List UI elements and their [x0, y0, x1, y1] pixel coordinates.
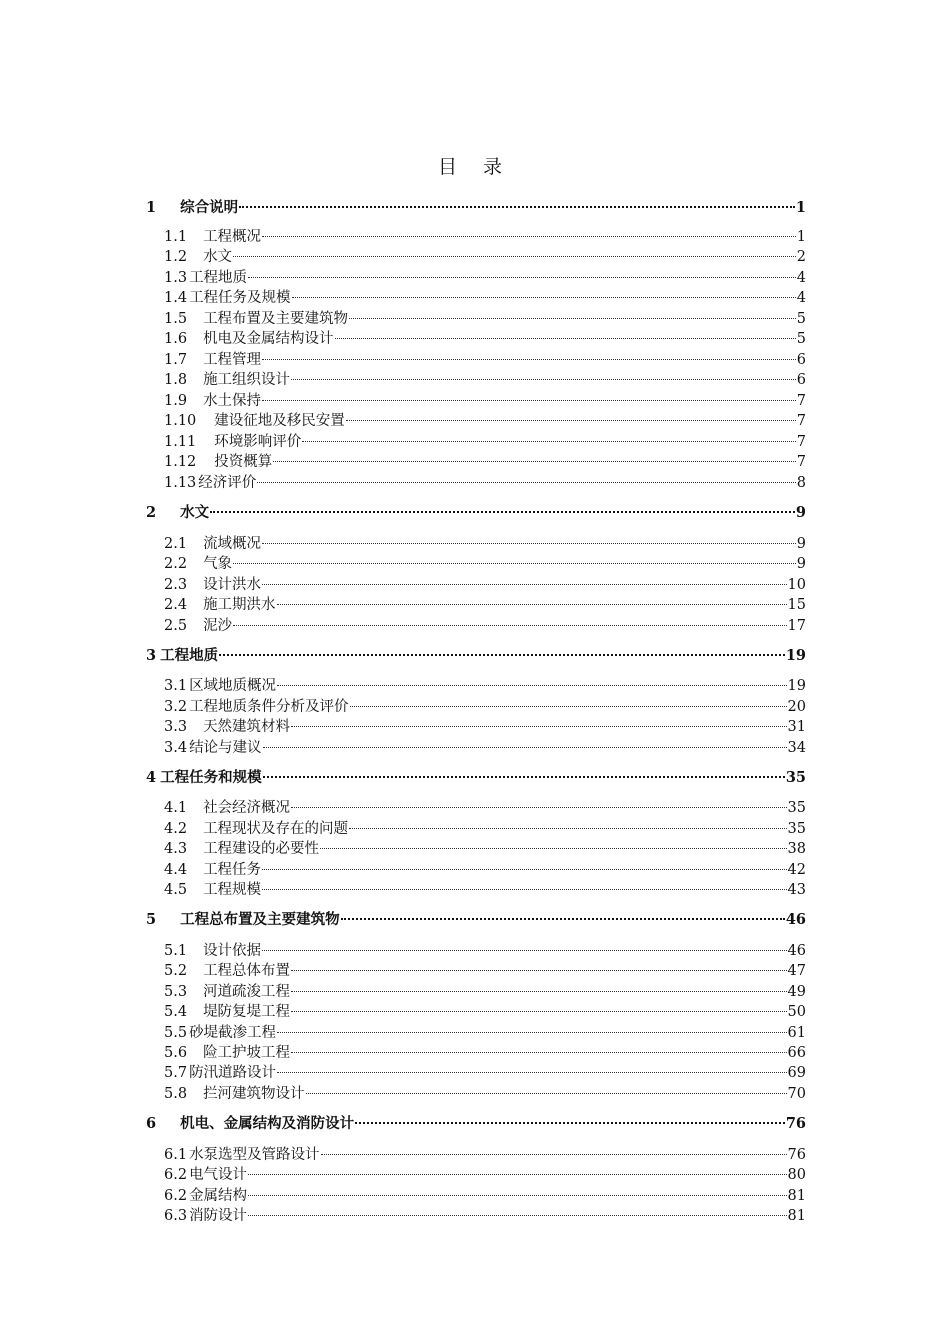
toc-entry-number: 5.5	[164, 1025, 188, 1041]
toc-page-number: 7	[796, 454, 806, 470]
toc-entry-title: 工程总体布置	[203, 963, 291, 979]
toc-entry-title: 工程任务	[203, 862, 262, 878]
toc-entry-label	[164, 308, 348, 330]
toc-entry-number: 5.8	[164, 1086, 188, 1102]
toc-entry-number: 1.8	[164, 372, 188, 388]
toc-section[interactable]	[164, 390, 806, 412]
toc-entry-label	[164, 533, 261, 555]
toc-entry-title: 工程管理	[203, 352, 262, 368]
toc-entry-label	[164, 410, 345, 432]
toc-page-number: 80	[787, 1167, 806, 1183]
toc-entry-title: 经济评价	[198, 475, 257, 491]
toc-dot-leader	[233, 624, 786, 626]
toc-entry-label	[164, 696, 349, 718]
toc-section[interactable]	[164, 328, 806, 350]
toc-entry-title: 施工期洪水	[203, 597, 276, 613]
toc-entry-title: 设计洪水	[203, 577, 262, 593]
toc-entry-number: 1.12	[164, 454, 197, 470]
toc-dot-leader	[210, 510, 795, 513]
toc-entry-number: 6.3	[164, 1208, 188, 1224]
toc-entry-title: 流域概况	[203, 536, 262, 552]
toc-entry-title: 砂堤截渗工程	[189, 1025, 277, 1041]
toc-entry-number: 4.1	[164, 800, 188, 816]
toc-entry-title: 堤防复堤工程	[203, 1004, 291, 1020]
toc-entry-number: 3.4	[164, 740, 188, 756]
toc-section[interactable]	[164, 1062, 806, 1084]
toc-entry-number: 2.1	[164, 536, 188, 552]
toc-entry-title: 环境影响评价	[214, 434, 302, 450]
toc-dot-leader	[262, 583, 786, 585]
toc-entry-title: 区域地质概况	[189, 678, 277, 694]
toc-entry-title: 水文	[180, 504, 210, 521]
toc-entry-label	[164, 818, 348, 840]
toc-entry-number: 4	[146, 769, 157, 786]
toc-page-number: 70	[787, 1086, 806, 1102]
toc-page-number: 76	[787, 1147, 806, 1163]
toc-section[interactable]	[164, 1205, 806, 1227]
toc-entry-title: 工程建设的必要性	[203, 841, 320, 857]
toc-entry-title: 气象	[203, 556, 233, 572]
toc-dot-leader	[263, 746, 787, 748]
toc-entry-title: 工程任务及规模	[189, 290, 291, 306]
toc-entry-title: 金属结构	[189, 1188, 248, 1204]
toc-entry-label	[164, 675, 276, 697]
toc-section[interactable]	[164, 472, 806, 494]
toc-entry-label	[164, 797, 290, 819]
toc-entry-title: 设计依据	[203, 943, 262, 959]
toc-section[interactable]	[164, 246, 806, 268]
toc-dot-leader	[219, 653, 785, 656]
toc-dot-leader	[291, 806, 786, 808]
toc-page-number: 49	[787, 984, 806, 1000]
toc-page-number: 17	[787, 618, 806, 634]
toc-entry-number: 5.7	[164, 1065, 188, 1081]
toc-section[interactable]	[164, 410, 806, 432]
toc-entry-label	[146, 502, 209, 524]
toc-page-number: 6	[796, 352, 806, 368]
toc-entry-title: 工程任务和规模	[160, 769, 262, 786]
toc-page-number: 20	[787, 699, 806, 715]
toc-entry-number: 4.3	[164, 841, 188, 857]
toc-entry-title: 工程现状及存在的问题	[203, 821, 349, 837]
toc-entry-number: 1.1	[164, 229, 188, 245]
toc-entry-label	[164, 267, 247, 289]
toc-dot-leader	[277, 1031, 786, 1033]
toc-entry-number: 1	[146, 199, 157, 216]
toc-entry-title: 水土保持	[203, 393, 262, 409]
toc-page-number: 5	[796, 331, 806, 347]
toc-page-number: 4	[796, 270, 806, 286]
toc-page-number: 38	[787, 841, 806, 857]
toc-dot-leader	[262, 868, 786, 870]
toc-dot-leader	[291, 725, 786, 727]
toc-entry-title: 泥沙	[203, 618, 233, 634]
toc-section[interactable]	[164, 818, 806, 840]
toc-entry-title: 水文	[203, 249, 233, 265]
toc-entry-number: 2.5	[164, 618, 188, 634]
toc-section[interactable]	[164, 940, 806, 962]
toc-entry-label	[164, 1042, 290, 1064]
toc-entry-label	[164, 716, 290, 738]
toc-entry-label	[164, 246, 232, 268]
toc-page-number: 35	[787, 800, 806, 816]
toc-section[interactable]	[164, 859, 806, 881]
toc-section[interactable]	[164, 1001, 806, 1023]
toc-section[interactable]	[164, 960, 806, 982]
toc-entry-title: 天然建筑材料	[203, 719, 291, 735]
toc-dot-leader	[233, 255, 796, 257]
toc-entry-label	[164, 369, 290, 391]
toc-dot-leader	[248, 1194, 786, 1196]
toc-section[interactable]	[164, 553, 806, 575]
toc-entry-number: 1.4	[164, 290, 188, 306]
toc-section[interactable]	[164, 879, 806, 901]
toc-section[interactable]	[164, 451, 806, 473]
toc-page-number: 1	[796, 229, 806, 245]
toc-entry-number: 3.3	[164, 719, 188, 735]
toc-page-number: 50	[787, 1004, 806, 1020]
toc-dot-leader	[239, 205, 795, 208]
toc-page-number: 46	[787, 943, 806, 959]
toc-page-number: 9	[796, 556, 806, 572]
toc-entry-number: 5.1	[164, 943, 188, 959]
toc-chapter[interactable]	[146, 1113, 806, 1135]
toc-dot-leader	[273, 460, 795, 462]
toc-section[interactable]	[164, 226, 806, 248]
toc-dot-leader	[248, 1173, 786, 1175]
toc-section[interactable]	[164, 349, 806, 371]
toc-entry-label	[164, 1083, 305, 1105]
toc-entry-number: 6.2	[164, 1188, 188, 1204]
toc-entry-title: 工程地质条件分析及评价	[189, 699, 349, 715]
toc-entry-title: 险工护坡工程	[203, 1045, 291, 1061]
toc-dot-leader	[321, 1153, 787, 1155]
toc-entry-label	[146, 909, 340, 931]
toc-page-number: 2	[796, 249, 806, 265]
toc-dot-leader	[262, 888, 786, 890]
toc-entry-label	[164, 1185, 247, 1207]
toc-page-number: 69	[787, 1065, 806, 1081]
toc-dot-leader	[291, 990, 786, 992]
toc-page-number: 42	[787, 862, 806, 878]
toc-page-number: 19	[785, 647, 806, 664]
toc-page-number: 61	[787, 1025, 806, 1041]
toc-section[interactable]	[164, 308, 806, 330]
toc-page-number: 35	[787, 821, 806, 837]
page-title: 目 录	[437, 156, 513, 178]
toc-page-number: 4	[796, 290, 806, 306]
toc-entry-title: 社会经济概况	[203, 800, 291, 816]
toc-entry-number: 5.4	[164, 1004, 188, 1020]
toc-entry-label	[164, 574, 261, 596]
toc-dot-leader	[291, 969, 786, 971]
toc-entry-label	[164, 328, 334, 350]
toc-entry-title: 机电及金属结构设计	[203, 331, 334, 347]
toc-page-number: 7	[796, 393, 806, 409]
toc-section[interactable]	[164, 981, 806, 1003]
toc-page-number: 5	[796, 311, 806, 327]
toc-entry-number: 1.5	[164, 311, 188, 327]
toc-entry-title: 投资概算	[214, 454, 273, 470]
toc-section[interactable]	[164, 1144, 806, 1166]
toc-entry-label	[146, 767, 262, 789]
toc-section[interactable]	[164, 431, 806, 453]
toc-page-number: 46	[785, 911, 806, 928]
toc-dot-leader	[248, 276, 796, 278]
toc-entry-number: 2.4	[164, 597, 188, 613]
toc-entry-number: 2.2	[164, 556, 188, 572]
toc-entry-title: 建设征地及移民安置	[214, 413, 345, 429]
toc-entry-label	[164, 226, 261, 248]
toc-section[interactable]	[164, 594, 806, 616]
toc-dot-leader	[262, 235, 796, 237]
toc-entry-label	[164, 737, 262, 759]
toc-entry-number: 1.7	[164, 352, 188, 368]
toc-page-number: 6	[796, 372, 806, 388]
toc-entry-title: 机电、金属结构及消防设计	[180, 1115, 355, 1132]
toc-entry-label	[164, 472, 256, 494]
toc-entry-number: 6.1	[164, 1147, 188, 1163]
toc-entry-label	[164, 960, 290, 982]
toc-entry-title: 工程总布置及主要建筑物	[180, 911, 340, 928]
toc-dot-leader	[262, 949, 786, 951]
toc-chapter[interactable]	[146, 909, 806, 931]
toc-entry-label	[146, 197, 238, 219]
toc-dot-leader	[291, 1051, 786, 1053]
toc-entry-title: 工程地质	[189, 270, 248, 286]
toc-entry-label	[164, 594, 276, 616]
toc-entry-number: 2.3	[164, 577, 188, 593]
toc-section[interactable]	[164, 574, 806, 596]
toc-section[interactable]	[164, 1185, 806, 1207]
toc-entry-number: 6.2	[164, 1167, 188, 1183]
toc-page-number: 76	[785, 1115, 806, 1132]
toc-entry-number: 4.5	[164, 882, 188, 898]
toc-entry-label	[164, 1062, 276, 1084]
toc-entry-label	[164, 349, 261, 371]
toc-dot-leader	[291, 378, 796, 380]
toc-entry-label	[164, 1001, 290, 1023]
toc-dot-leader	[277, 603, 787, 605]
toc-section[interactable]	[164, 675, 806, 697]
toc-entry-number: 4.4	[164, 862, 188, 878]
toc-dot-leader	[335, 337, 796, 339]
toc-section[interactable]	[164, 716, 806, 738]
toc-dot-leader	[320, 847, 786, 849]
toc-entry-title: 施工组织设计	[203, 372, 291, 388]
toc-dot-leader	[306, 1092, 787, 1094]
toc-dot-leader	[292, 296, 796, 298]
toc-page-number: 10	[787, 577, 806, 593]
toc-page-number: 9	[795, 504, 806, 521]
toc-entry-number: 3.1	[164, 678, 188, 694]
toc-entry-label	[164, 1205, 247, 1227]
toc-section[interactable]	[164, 797, 806, 819]
toc-section[interactable]	[164, 1022, 806, 1044]
toc-dot-leader	[350, 705, 787, 707]
toc-chapter[interactable]	[146, 502, 806, 524]
toc-section[interactable]	[164, 369, 806, 391]
toc-entry-number: 3	[146, 647, 157, 664]
toc-entry-number: 4.2	[164, 821, 188, 837]
toc-dot-leader	[233, 562, 796, 564]
toc-entry-label	[164, 451, 272, 473]
toc-dot-leader	[257, 481, 795, 483]
toc-dot-leader	[302, 440, 795, 442]
toc-dot-leader	[277, 1071, 786, 1073]
toc-chapter[interactable]	[146, 197, 806, 219]
toc-entry-label	[164, 553, 232, 575]
toc-page-number: 15	[787, 597, 806, 613]
toc-page-number: 9	[796, 536, 806, 552]
toc-section[interactable]	[164, 737, 806, 759]
toc-entry-title: 消防设计	[189, 1208, 248, 1224]
toc-dot-leader	[262, 358, 796, 360]
toc-dot-leader	[262, 399, 796, 401]
toc-section[interactable]	[164, 267, 806, 289]
toc-entry-number: 1.9	[164, 393, 188, 409]
toc-entry-label	[164, 390, 261, 412]
toc-dot-leader	[263, 775, 785, 778]
toc-entry-number: 1.2	[164, 249, 188, 265]
toc-entry-title: 河道疏浚工程	[203, 984, 291, 1000]
toc-dot-leader	[349, 317, 796, 319]
toc-page-number: 7	[796, 434, 806, 450]
toc-entry-title: 结论与建议	[189, 740, 262, 756]
toc-dot-leader	[341, 917, 785, 920]
toc-entry-title: 防汛道路设计	[189, 1065, 277, 1081]
toc-page-number: 66	[787, 1045, 806, 1061]
toc-dot-leader	[346, 419, 796, 421]
toc-entry-label	[164, 838, 319, 860]
toc-dot-leader	[248, 1214, 786, 1216]
toc-entry-label	[146, 645, 218, 667]
toc-page-number: 81	[787, 1208, 806, 1224]
toc-entry-label	[164, 1164, 247, 1186]
toc-section[interactable]	[164, 533, 806, 555]
toc-page-number: 47	[787, 963, 806, 979]
toc-dot-leader	[262, 542, 796, 544]
toc-chapter[interactable]	[146, 645, 806, 667]
toc-entry-title: 工程规模	[203, 882, 262, 898]
toc-entry-number: 1.11	[164, 434, 197, 450]
toc-page-number: 19	[787, 678, 806, 694]
toc-page-number: 81	[787, 1188, 806, 1204]
toc-entry-label	[164, 879, 261, 901]
toc-entry-number: 1.3	[164, 270, 188, 286]
toc-entry-number: 1.6	[164, 331, 188, 347]
toc-page-number: 31	[787, 719, 806, 735]
toc-section[interactable]	[164, 838, 806, 860]
toc-entry-number: 5.6	[164, 1045, 188, 1061]
toc-entry-number: 5.3	[164, 984, 188, 1000]
toc-entry-title: 工程布置及主要建筑物	[203, 311, 349, 327]
toc-entry-title: 拦河建筑物设计	[203, 1086, 305, 1102]
toc-entry-title: 工程概况	[203, 229, 262, 245]
toc-page-number: 43	[787, 882, 806, 898]
toc-entry-number: 1.10	[164, 413, 197, 429]
toc-page-number: 34	[787, 740, 806, 756]
toc-page-number: 35	[785, 769, 806, 786]
toc-entry-label	[146, 1113, 354, 1135]
toc-section[interactable]	[164, 696, 806, 718]
toc-entry-number: 5.2	[164, 963, 188, 979]
toc-entry-label	[164, 431, 301, 453]
toc-entry-number: 2	[146, 504, 157, 521]
toc-section[interactable]	[164, 615, 806, 637]
toc-entry-label	[164, 1144, 320, 1166]
toc-entry-label	[164, 981, 290, 1003]
toc-page-number: 8	[796, 475, 806, 491]
toc-entry-title: 电气设计	[189, 1167, 248, 1183]
toc-page-number: 7	[796, 413, 806, 429]
toc-dot-leader	[277, 684, 786, 686]
toc-section[interactable]	[164, 287, 806, 309]
toc-page-number: 1	[795, 199, 806, 216]
toc-entry-label	[164, 940, 261, 962]
toc-entry-title: 工程地质	[160, 647, 219, 664]
toc-entry-title: 综合说明	[180, 199, 239, 216]
toc-entry-title: 水泵选型及管路设计	[189, 1147, 320, 1163]
toc-section[interactable]	[164, 1042, 806, 1064]
toc-chapter[interactable]	[146, 767, 806, 789]
toc-entry-label	[164, 287, 291, 309]
toc-section[interactable]	[164, 1164, 806, 1186]
toc-entry-number: 6	[146, 1115, 157, 1132]
toc-entry-label	[164, 615, 232, 637]
toc-entry-label	[164, 859, 261, 881]
toc-section[interactable]	[164, 1083, 806, 1105]
toc-dot-leader	[291, 1010, 786, 1012]
toc-entry-number: 5	[146, 911, 157, 928]
toc-dot-leader	[349, 827, 786, 829]
toc-entry-label	[164, 1022, 276, 1044]
toc-entry-number: 1.13	[164, 475, 197, 491]
toc-entry-number: 3.2	[164, 699, 188, 715]
toc-dot-leader	[355, 1121, 785, 1124]
